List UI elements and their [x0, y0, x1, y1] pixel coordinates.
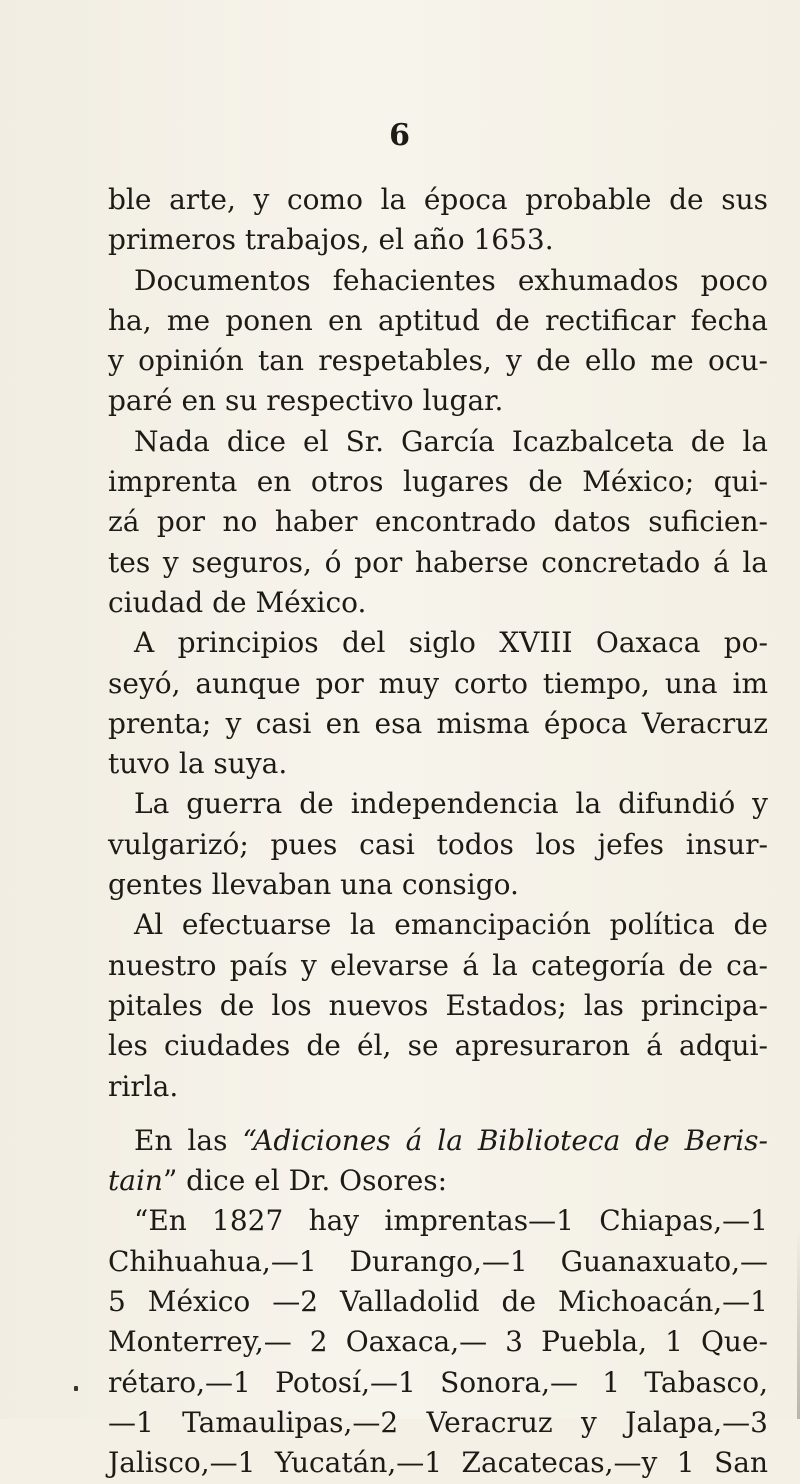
- body-text: [108, 180, 768, 1484]
- text-line: nuestro país y elevarse á la categoría de ca-: [108, 948, 768, 982]
- text-run: ” dice el Dr. Osores:: [162, 1164, 448, 1198]
- book-title: tain: [108, 1164, 163, 1198]
- text-line: Al efectuarse la emancipación política de: [134, 908, 768, 942]
- text-line: La guerra de independencia la difundió y: [134, 787, 768, 821]
- text-line: pitales de los nuevos Estados; las principa-: [108, 988, 768, 1022]
- text-line: ble arte, y como la época probable de sus: [108, 183, 768, 216]
- text-line: Jalisco,—1 Yucatán,—1 Zacatecas,—y 1 San: [108, 1446, 768, 1480]
- text-line: imprenta en otros lugares de México; qui-: [108, 465, 768, 499]
- text-line: seyó, aunque por muy corto tiempo, una im: [108, 666, 768, 700]
- text-line: [108, 1121, 768, 1161]
- text-line: Monterrey,— 2 Oaxaca,— 3 Puebla, 1 Que-: [108, 1325, 768, 1359]
- text-line: prenta; y casi en esa misma época Veracruz: [108, 706, 768, 740]
- text-line: y opinión tan respetables, y de ello me ocu-: [108, 344, 768, 378]
- text-line: ha, me ponen en aptitud de rectificar fecha: [108, 303, 768, 337]
- page-number: 6: [389, 118, 411, 153]
- text-line: A principios del siglo XVIII Oaxaca po-: [134, 626, 768, 660]
- text-line: vulgarizó; pues casi todos los jefes insur-: [108, 827, 768, 861]
- text-line: primeros trabajos, el año 1653.: [108, 223, 554, 257]
- text-line: Chihuahua,—1 Durango,—1 Guanaxuato,—: [108, 1244, 768, 1278]
- text-line: rétaro,—1 Potosí,—1 Sonora,— 1 Tabasco,: [108, 1365, 768, 1399]
- text-line: —1 Tamaulipas,—2 Veracruz y Jalapa,—3: [108, 1405, 768, 1439]
- text-line: ciudad de México.: [108, 585, 367, 619]
- text-line: paré en su respectivo lugar.: [108, 384, 504, 418]
- text-run: En las: [134, 1123, 243, 1157]
- text-line: tuvo la suya.: [108, 747, 288, 781]
- text-line: tes y seguros, ó por haberse concretado á la: [108, 545, 768, 579]
- book-title: “Adiciones á la Biblioteca de Beris-: [242, 1123, 768, 1157]
- text-line: [108, 1161, 768, 1201]
- text-line: “En 1827 hay imprentas—1 Chiapas,—1: [134, 1204, 768, 1238]
- text-line: zá por no haber encontrado datos suficien-: [108, 505, 768, 539]
- text-line: rirla.: [108, 1069, 179, 1103]
- text-line: Documentos fehacientes exhumados poco: [134, 263, 768, 297]
- text-line: gentes llevaban una consigo.: [108, 868, 519, 902]
- text-line: les ciudades de él, se apresuraron á adqui-: [108, 1029, 768, 1063]
- text-line: Nada dice el Sr. García Icazbalceta de la: [134, 424, 768, 458]
- ink-speck: [74, 1386, 78, 1391]
- text-line: 5 México —2 Valladolid de Michoacán,—1: [108, 1285, 768, 1319]
- paragraph-gap: [108, 1107, 768, 1121]
